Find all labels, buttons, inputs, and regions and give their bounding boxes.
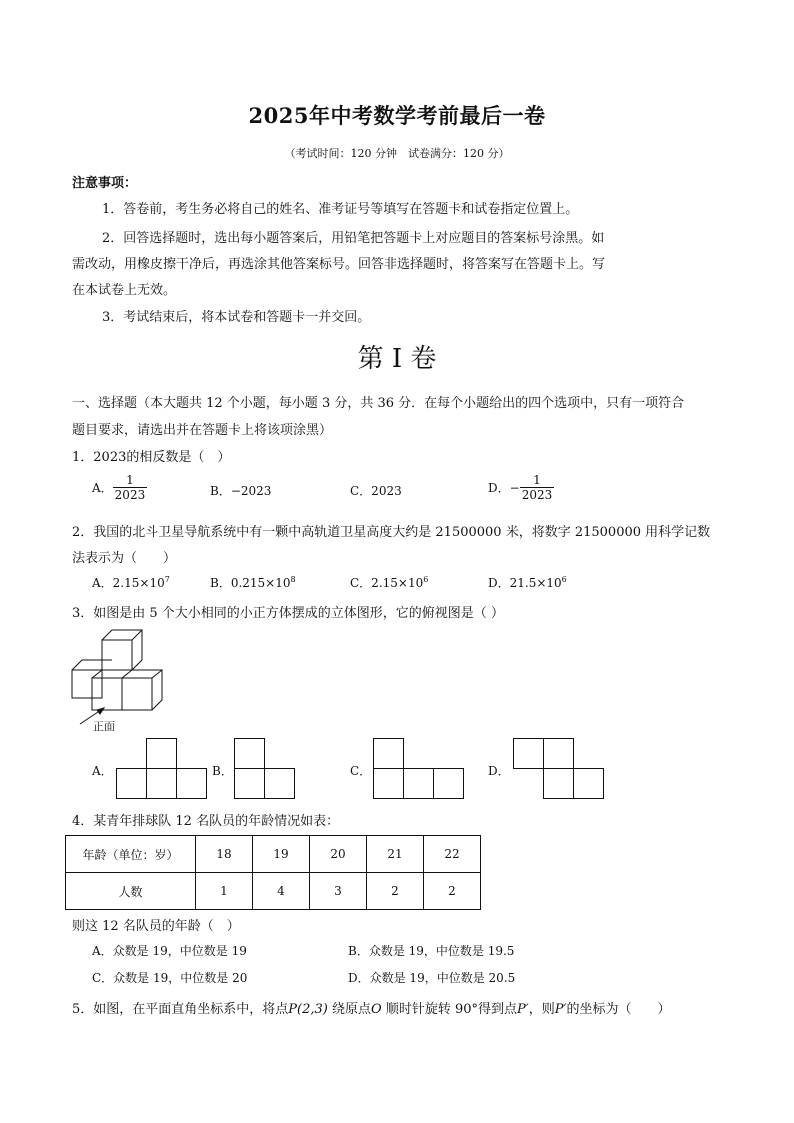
- part1-instructions: 一、选择题（本大题共 12 个小题，每小题 3 分，共 36 分．在每个小题给出的四个选项中，只有一项符合: [72, 396, 685, 411]
- table-cell: 2: [424, 873, 481, 910]
- table-cell: 18: [196, 836, 253, 873]
- notice-item-1: 1．答卷前，考生务必将自己的姓名、准考证号等填写在答题卡和试卷指定位置上。: [102, 202, 579, 217]
- q3-option-d-label: D．: [488, 764, 510, 778]
- q1-option-a: A． $\frac{1}{2023}$: [92, 473, 146, 502]
- q2-option-c: C．$2.15\times 10^6$: [350, 575, 429, 590]
- table-cell: 人数: [66, 873, 196, 910]
- notice-item-2: 2．回答选择题时，选出每小题答案后，用铅笔把答题卡上对应题目的答案标号涂黑。如: [102, 231, 605, 246]
- q1-option-b: B．−2023: [210, 484, 272, 498]
- table-cell: 2: [367, 873, 424, 910]
- table-row: [66, 836, 481, 873]
- q3-stem: 3．如图是由 5 个大小相同的小正方体摆成的立体图形，它的俯视图是（ ）: [72, 606, 504, 621]
- q3-option-a-label: A．: [92, 764, 113, 778]
- q1-option-c: C．2023: [350, 484, 402, 498]
- q3-option-c-label: C．: [350, 764, 372, 778]
- age-table: [65, 835, 481, 910]
- q4-follow: 则这 12 名队员的年龄（ ）: [72, 919, 240, 934]
- front-label: 正面: [93, 720, 115, 733]
- q4-option-c: C．众数是 19，中位数是 20: [92, 971, 248, 985]
- q3-option-d-figure: [513, 738, 605, 800]
- q3-option-b-figure: [234, 738, 296, 800]
- q4-option-b: B．众数是 19，中位数是 19.5: [348, 944, 515, 958]
- table-cell: 4: [253, 873, 310, 910]
- q4-option-d: D．众数是 19，中位数是 20.5: [348, 971, 516, 985]
- table-row: [66, 873, 481, 910]
- exam-info: （考试时间：120 分钟 试卷满分：120 分）: [284, 147, 510, 160]
- q2-option-d: D．$21.5\times 10^6$: [488, 575, 567, 590]
- table-cell: 3: [310, 873, 367, 910]
- q2-stem-cont: 法表示为（ ）: [72, 551, 177, 566]
- q3-option-a-figure: [116, 738, 208, 800]
- table-cell: 年龄（单位：岁）: [66, 836, 196, 873]
- page-title: 2025年中考数学考前最后一卷: [248, 103, 546, 128]
- table-cell: 19: [253, 836, 310, 873]
- section-title: 第 I 卷: [357, 344, 437, 374]
- table-cell: 21: [367, 836, 424, 873]
- part1-instructions-cont: 题目要求，请选出并在答题卡上将该项涂黑）: [72, 423, 333, 438]
- cube-stack-figure: [66, 624, 166, 736]
- q4-option-a: A．众数是 19，中位数是 19: [92, 944, 247, 958]
- notice-item-2-cont: 需改动，用橡皮擦干净后，再选涂其他答案标号。回答非选择题时，将答案写在答题卡上。写: [72, 257, 606, 272]
- q3-option-c-figure: [373, 738, 465, 800]
- notice-heading: 注意事项：: [72, 176, 138, 191]
- notice-item-3: 3．考试结束后，将本试卷和答题卡一并交回。: [102, 310, 371, 325]
- q1-option-d: D．− $\frac{1}{2023}$: [488, 473, 553, 502]
- q3-option-b-label: B．: [212, 764, 233, 778]
- q2-option-a: A．$2.15\times 10^7$: [92, 575, 170, 590]
- table-cell: 20: [310, 836, 367, 873]
- q4-stem: 4．某青年排球队 12 名队员的年龄情况如表：: [72, 814, 340, 829]
- table-cell: 1: [196, 873, 253, 910]
- q2-option-b: B．$0.215\times 10^8$: [210, 575, 296, 590]
- table-cell: 22: [424, 836, 481, 873]
- q1-stem: 1．2023的相反数是（ ）: [72, 450, 231, 465]
- q5-stem: 5．如图，在平面直角坐标系中，将点P(2,3) 绕原点O 顺时针旋转 90°得到点P′，则P′的坐标为（ ）: [72, 1002, 671, 1017]
- notice-item-2-end: 在本试卷上无效。: [72, 283, 177, 298]
- q2-stem: 2．我国的北斗卫星导航系统中有一颗中高轨道卫星高度大约是 21500000 米，将数字 21500000 用科学记数: [72, 525, 711, 540]
